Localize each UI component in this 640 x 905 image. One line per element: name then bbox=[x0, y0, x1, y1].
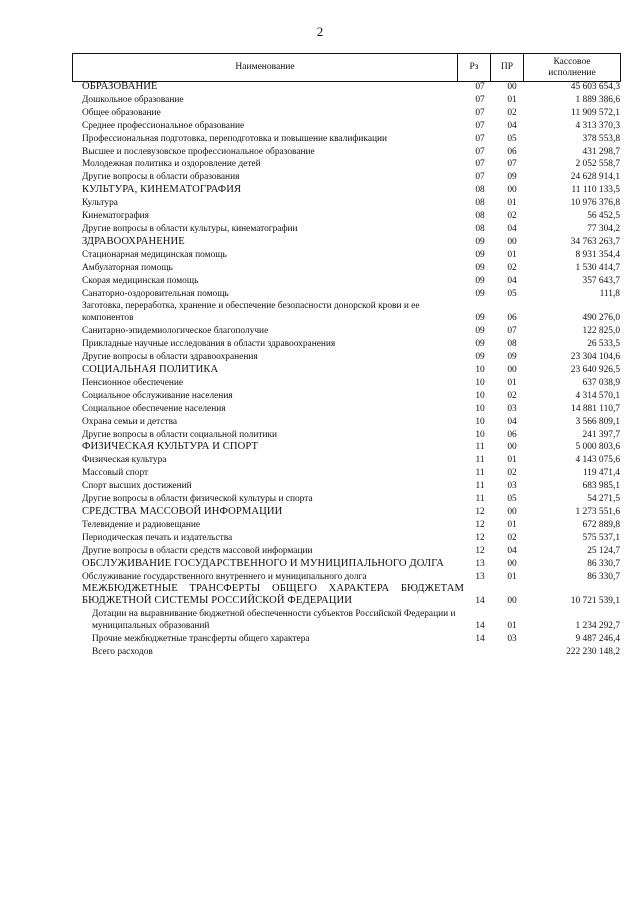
row-amount: 119 471,4 bbox=[582, 468, 620, 479]
table-row bbox=[80, 351, 620, 364]
table-row bbox=[80, 506, 620, 519]
row-pr: 01 bbox=[507, 519, 517, 530]
row-amount: 4 143 075,6 bbox=[575, 455, 620, 466]
row-rz: 12 bbox=[475, 519, 485, 530]
table-row bbox=[80, 262, 620, 275]
row-name: Дошкольное образование bbox=[82, 94, 184, 105]
row-pr: 07 bbox=[507, 159, 517, 170]
row-amount: 11 909 572,1 bbox=[571, 107, 620, 118]
row-name: Периодическая печать и издательства bbox=[82, 532, 233, 543]
row-amount: 357 643,7 bbox=[582, 275, 620, 286]
row-amount: 378 553,8 bbox=[582, 133, 620, 144]
row-name: Охрана семьи и детства bbox=[82, 416, 178, 427]
table-row bbox=[80, 171, 620, 184]
total-row bbox=[80, 646, 620, 659]
table-row bbox=[80, 210, 620, 223]
row-rz: 09 bbox=[475, 275, 485, 286]
table-row bbox=[80, 441, 620, 454]
row-name: Молодежная политика и оздоровление детей bbox=[82, 159, 261, 170]
row-pr: 07 bbox=[507, 326, 517, 337]
row-name: Другие вопросы в области средств массовой информации bbox=[82, 545, 313, 556]
row-rz: 11 bbox=[475, 468, 485, 479]
row-name: Высшее и послевузовское профессиональное образование bbox=[82, 146, 315, 157]
row-name: Другие вопросы в области образования bbox=[82, 172, 240, 183]
row-rz: 07 bbox=[475, 107, 485, 118]
row-rz: 07 bbox=[475, 146, 485, 157]
row-pr: 06 bbox=[507, 146, 517, 157]
row-pr: 02 bbox=[507, 262, 517, 273]
row-amount: 54 271,5 bbox=[587, 494, 620, 505]
row-amount: 5 000 803,6 bbox=[575, 442, 620, 453]
row-amount: 86 330,7 bbox=[587, 571, 620, 582]
table-row bbox=[80, 390, 620, 403]
row-amount: 575 537,1 bbox=[582, 532, 620, 543]
row-rz: 10 bbox=[475, 429, 485, 440]
row-pr: 00 bbox=[507, 558, 517, 569]
table-row bbox=[80, 454, 620, 467]
row-pr: 04 bbox=[507, 416, 517, 427]
table-row bbox=[80, 81, 620, 94]
row-name: ОБРАЗОВАНИЕ bbox=[82, 81, 158, 92]
table-row bbox=[80, 325, 620, 338]
row-amount: 241 397,7 bbox=[582, 429, 620, 440]
row-rz: 07 bbox=[475, 94, 485, 105]
row-rz: 12 bbox=[475, 507, 485, 517]
expense-table-body bbox=[80, 81, 620, 659]
row-pr: 03 bbox=[507, 481, 517, 492]
table-row bbox=[80, 532, 620, 545]
table-row bbox=[80, 223, 620, 236]
row-amount: 4 313 370,3 bbox=[575, 120, 620, 131]
table-row bbox=[80, 158, 620, 171]
row-name: Заготовка, переработка, хранение и обеспечение безопасности донорской крови и ее компонентов bbox=[82, 301, 420, 323]
row-pr: 00 bbox=[507, 185, 517, 196]
table-row bbox=[80, 571, 620, 584]
row-name: Общее образование bbox=[82, 107, 161, 118]
row-name: Спорт высших достижений bbox=[82, 481, 192, 492]
row-rz: 07 bbox=[475, 82, 485, 92]
row-pr: 05 bbox=[507, 288, 517, 299]
table-row bbox=[80, 493, 620, 506]
row-name: Кинематография bbox=[82, 211, 149, 222]
row-name: МЕЖБЮДЖЕТНЫЕ ТРАНСФЕРТЫ ОБЩЕГО ХАРАКТЕРА БЮДЖЕТАМ БЮДЖЕТНОЙ СИСТЕМЫ РОССИЙСКОЙ ФЕДЕРАЦИИ bbox=[82, 583, 464, 606]
row-amount: 23 640 926,5 bbox=[570, 365, 620, 376]
row-rz: 08 bbox=[475, 223, 485, 234]
row-rz: 12 bbox=[475, 532, 485, 543]
row-amount: 24 628 914,1 bbox=[570, 172, 620, 183]
row-amount: 2 052 558,7 bbox=[575, 159, 620, 170]
row-rz: 09 bbox=[475, 352, 485, 363]
row-rz: 13 bbox=[475, 558, 485, 569]
row-name: СОЦИАЛЬНАЯ ПОЛИТИКА bbox=[82, 364, 219, 376]
row-name: Санитарно-эпидемиологическое благополучие bbox=[82, 326, 269, 337]
row-name: Физическая культура bbox=[82, 455, 167, 466]
row-pr: 03 bbox=[507, 634, 517, 645]
row-amount: 122 825,0 bbox=[582, 326, 620, 337]
row-amount: 431 298,7 bbox=[582, 146, 620, 157]
row-amount: 637 038,9 bbox=[582, 377, 620, 388]
row-rz: 09 bbox=[475, 313, 485, 324]
row-pr: 06 bbox=[507, 313, 517, 324]
table-row bbox=[80, 480, 620, 493]
row-rz: 09 bbox=[475, 288, 485, 299]
row-amount: 1 234 292,7 bbox=[575, 621, 620, 632]
table-row bbox=[80, 416, 620, 429]
row-rz: 08 bbox=[475, 198, 485, 209]
row-pr: 02 bbox=[507, 390, 517, 401]
row-pr: 00 bbox=[507, 442, 517, 453]
row-amount: 683 985,1 bbox=[582, 481, 620, 492]
row-amount: 77 304,2 bbox=[587, 223, 620, 234]
table-row bbox=[80, 300, 620, 325]
row-pr: 00 bbox=[507, 82, 517, 92]
row-name: КУЛЬТУРА, КИНЕМАТОГРАФИЯ bbox=[82, 184, 242, 196]
row-rz: 11 bbox=[475, 455, 485, 466]
row-name: Пенсионное обеспечение bbox=[82, 377, 184, 388]
row-pr: 01 bbox=[507, 571, 517, 582]
row-pr: 02 bbox=[507, 211, 517, 222]
row-rz: 11 bbox=[475, 481, 485, 492]
row-name: Телевидение и радиовещание bbox=[82, 519, 201, 530]
page-number: 2 bbox=[316, 24, 324, 39]
row-pr: 02 bbox=[507, 532, 517, 543]
row-rz: 13 bbox=[475, 571, 485, 582]
row-rz: 07 bbox=[475, 172, 485, 183]
header-name: Наименование bbox=[73, 54, 458, 82]
row-name: Санаторно-оздоровительная помощь bbox=[82, 288, 229, 299]
table-row bbox=[80, 107, 620, 120]
row-amount: 8 931 354,4 bbox=[575, 249, 620, 260]
row-pr: 02 bbox=[507, 468, 517, 479]
row-name: Социальное обслуживание населения bbox=[82, 390, 233, 401]
row-rz: 10 bbox=[475, 416, 485, 427]
header-amount-line1: Кассовое bbox=[553, 56, 591, 67]
row-rz: 12 bbox=[475, 545, 485, 556]
row-name: Скорая медицинская помощь bbox=[82, 275, 199, 286]
row-amount: 14 881 110,7 bbox=[571, 403, 620, 414]
row-rz: 08 bbox=[475, 185, 485, 196]
table-row bbox=[80, 429, 620, 442]
row-pr: 05 bbox=[507, 494, 517, 505]
row-rz: 09 bbox=[475, 339, 485, 350]
row-amount: 34 763 263,7 bbox=[570, 236, 620, 247]
row-rz: 09 bbox=[475, 262, 485, 273]
header-rz: Рз bbox=[458, 54, 491, 82]
row-rz: 09 bbox=[475, 236, 485, 247]
table-row bbox=[80, 364, 620, 377]
row-amount: 111,8 bbox=[599, 288, 620, 299]
row-name: ЗДРАВООХРАНЕНИЕ bbox=[82, 235, 185, 247]
row-name: Стационарная медицинская помощь bbox=[82, 249, 227, 260]
row-pr: 09 bbox=[507, 352, 517, 363]
row-name: Прикладные научные исследования в области здравоохранения bbox=[82, 339, 336, 350]
row-rz: 09 bbox=[475, 249, 485, 260]
row-name: Культура bbox=[82, 198, 118, 209]
total-amount: 222 230 148,2 bbox=[566, 647, 620, 658]
row-amount: 10 976 376,8 bbox=[570, 198, 620, 209]
row-pr: 06 bbox=[507, 429, 517, 440]
table-row bbox=[80, 583, 620, 608]
row-rz: 10 bbox=[475, 365, 485, 376]
row-name: Социальное обеспечение населения bbox=[82, 403, 226, 414]
row-rz: 10 bbox=[475, 403, 485, 414]
row-amount: 3 566 809,1 bbox=[575, 416, 620, 427]
row-rz: 14 bbox=[475, 596, 485, 607]
row-amount: 4 314 570,1 bbox=[575, 390, 620, 401]
table-row bbox=[80, 146, 620, 159]
table-row bbox=[80, 184, 620, 197]
header-pr: ПР bbox=[491, 54, 524, 82]
table-row bbox=[80, 338, 620, 351]
row-name: Обслуживание государственного внутреннего и муниципального долга bbox=[82, 571, 367, 582]
row-amount: 45 603 654,3 bbox=[570, 82, 620, 92]
table-row bbox=[80, 545, 620, 558]
row-pr: 01 bbox=[507, 455, 517, 466]
row-pr: 05 bbox=[507, 133, 517, 144]
row-name: Дотации на выравнивание бюджетной обеспеченности субъектов Российской Федерации и муниципальных образований bbox=[92, 609, 456, 631]
row-pr: 08 bbox=[507, 339, 517, 350]
table-row bbox=[80, 236, 620, 249]
row-pr: 00 bbox=[507, 365, 517, 376]
row-pr: 03 bbox=[507, 403, 517, 414]
row-amount: 56 452,5 bbox=[587, 211, 620, 222]
row-rz: 14 bbox=[475, 621, 485, 632]
table-row bbox=[80, 249, 620, 262]
row-name: Прочие межбюджетные трансферты общего характера bbox=[92, 634, 310, 645]
table-row bbox=[80, 467, 620, 480]
table-row bbox=[80, 608, 620, 633]
row-pr: 00 bbox=[507, 236, 517, 247]
table-row bbox=[80, 377, 620, 390]
row-pr: 01 bbox=[507, 198, 517, 209]
row-rz: 08 bbox=[475, 211, 485, 222]
table-row bbox=[80, 120, 620, 133]
row-pr: 09 bbox=[507, 172, 517, 183]
row-name: ОБСЛУЖИВАНИЕ ГОСУДАРСТВЕННОГО И МУНИЦИПАЛЬНОГО ДОЛГА bbox=[82, 557, 445, 569]
row-name: СРЕДСТВА МАССОВОЙ ИНФОРМАЦИИ bbox=[82, 506, 283, 517]
row-name: Другие вопросы в области здравоохранения bbox=[82, 352, 258, 363]
table-row bbox=[80, 94, 620, 107]
header-amount bbox=[524, 54, 621, 82]
row-pr: 04 bbox=[507, 275, 517, 286]
row-name: ФИЗИЧЕСКАЯ КУЛЬТУРА И СПОРТ bbox=[82, 441, 259, 453]
table-row bbox=[80, 275, 620, 288]
row-amount: 9 487 246,4 bbox=[575, 634, 620, 645]
row-name: Другие вопросы в области культуры, кинематографии bbox=[82, 223, 298, 234]
row-rz: 07 bbox=[475, 159, 485, 170]
row-name: Профессиональная подготовка, переподготовка и повышение квалификации bbox=[82, 133, 388, 144]
row-amount: 26 533,5 bbox=[587, 339, 620, 350]
row-amount: 10 721 539,1 bbox=[570, 596, 620, 607]
row-amount: 1 530 414,7 bbox=[575, 262, 620, 273]
row-amount: 11 110 133,5 bbox=[571, 185, 620, 196]
row-rz: 11 bbox=[475, 442, 485, 453]
total-label: Всего расходов bbox=[92, 647, 153, 658]
row-pr: 01 bbox=[507, 94, 517, 105]
row-rz: 14 bbox=[475, 634, 485, 645]
row-amount: 25 124,7 bbox=[587, 545, 620, 556]
table-row bbox=[80, 288, 620, 301]
table-row bbox=[80, 558, 620, 571]
row-pr: 00 bbox=[507, 507, 517, 517]
header-amount-line2: исполнение bbox=[548, 67, 596, 78]
table-row bbox=[80, 403, 620, 416]
row-pr: 01 bbox=[507, 249, 517, 260]
row-pr: 02 bbox=[507, 107, 517, 118]
table-row bbox=[80, 519, 620, 532]
row-pr: 04 bbox=[507, 223, 517, 234]
row-pr: 00 bbox=[507, 596, 517, 607]
row-name: Другие вопросы в области физической культуры и спорта bbox=[82, 494, 313, 505]
table-row bbox=[80, 197, 620, 210]
row-rz: 07 bbox=[475, 133, 485, 144]
row-rz: 11 bbox=[475, 494, 485, 505]
row-name: Другие вопросы в области социальной политики bbox=[82, 429, 278, 440]
row-amount: 1 273 551,6 bbox=[575, 507, 620, 517]
row-rz: 10 bbox=[475, 377, 485, 388]
row-name: Среднее профессиональное образование bbox=[82, 120, 245, 131]
row-amount: 1 889 386,6 bbox=[575, 94, 620, 105]
row-amount: 23 304 104,6 bbox=[570, 352, 620, 363]
row-amount: 672 889,8 bbox=[582, 519, 620, 530]
row-pr: 04 bbox=[507, 545, 517, 556]
row-amount: 86 330,7 bbox=[587, 558, 620, 569]
table-row bbox=[80, 633, 620, 646]
row-rz: 10 bbox=[475, 390, 485, 401]
row-amount: 490 276,0 bbox=[582, 313, 620, 324]
row-pr: 01 bbox=[507, 621, 517, 632]
table-row bbox=[80, 133, 620, 146]
row-rz: 07 bbox=[475, 120, 485, 131]
row-name: Массовый спорт bbox=[82, 468, 149, 479]
row-pr: 01 bbox=[507, 377, 517, 388]
row-rz: 09 bbox=[475, 326, 485, 337]
table-header bbox=[72, 53, 621, 82]
row-name: Амбулаторная помощь bbox=[82, 262, 173, 273]
row-pr: 04 bbox=[507, 120, 517, 131]
